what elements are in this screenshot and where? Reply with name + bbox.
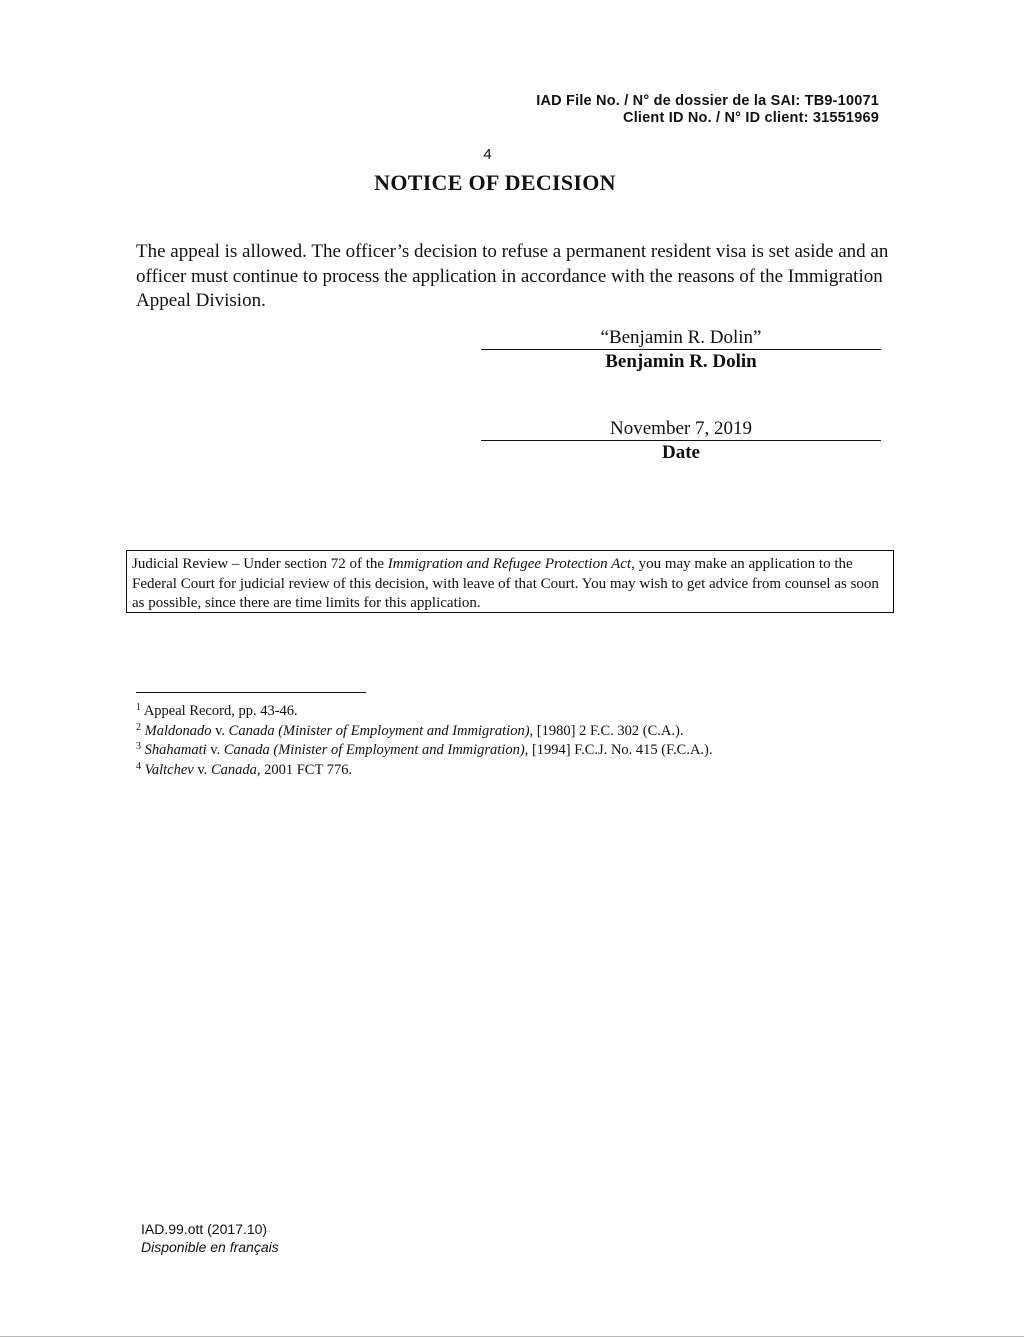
client-id-value: 31551969 <box>812 110 879 126</box>
footnote-number: 1 <box>136 702 141 713</box>
judicial-review-suffix: , you may make an application to the Federal Court for judicial review of this decision, with leave of that Court. You may wish to get advice from counsel as soon as possible, since there are time limits for this application. <box>132 556 879 611</box>
case-party: Maldonado <box>144 722 212 739</box>
date-label: Date <box>662 442 700 463</box>
versus: v. <box>206 742 224 759</box>
footnote-citation: , [1980] 2 F.C. 302 (C.A.). <box>529 722 684 739</box>
footnote-number: 3 <box>136 741 141 753</box>
act-name: Immigration and Refugee Protection Act <box>387 556 632 572</box>
case-party: Canada (Minister of Employment and Immigration) <box>228 722 530 739</box>
form-footer <box>141 1220 279 1256</box>
footnote-4 <box>136 761 896 781</box>
file-number-header <box>536 93 879 110</box>
footnote-citation: , [1994] F.C.J. No. 415 (F.C.A.). <box>524 742 713 759</box>
decision-paragraph: The appeal is allowed. The officer’s decision to refuse a permanent resident visa is set aside and an officer must continue to process the application in accordance with the reasons of the Immigration Appeal Division. <box>136 241 889 311</box>
form-code: IAD.99.ott (2017.10) <box>141 1221 268 1237</box>
footnote-2 <box>136 722 896 742</box>
footnote-citation: , 2001 FCT 776. <box>256 762 353 779</box>
client-id-header <box>623 110 879 127</box>
case-party: Canada <box>210 762 257 779</box>
page-number: 4 <box>483 146 492 163</box>
file-number-value: TB9-10071 <box>804 93 879 109</box>
footnote-1 <box>136 702 896 722</box>
footnote-divider <box>136 692 366 693</box>
case-party: Valtchev <box>144 762 194 779</box>
client-id-label: Client ID No. / N° ID client: <box>623 110 809 126</box>
signature-block <box>481 327 881 374</box>
page-title: NOTICE OF DECISION <box>374 170 616 195</box>
footnotes <box>136 702 896 781</box>
judicial-review-prefix: Judicial Review – Under section 72 of the <box>132 556 388 572</box>
signature-value: “Benjamin R. Dolin” <box>481 327 881 350</box>
footnote-number: 4 <box>136 761 141 773</box>
language-note: Disponible en français <box>141 1239 279 1255</box>
versus: v. <box>193 762 211 779</box>
case-party: Shahamati <box>144 742 207 759</box>
signature-name: Benjamin R. Dolin <box>605 351 757 372</box>
versus: v. <box>211 722 229 739</box>
judicial-review-notice <box>126 550 894 613</box>
footnote-text: Appeal Record, pp. 43-46. <box>143 703 298 719</box>
file-number-label: IAD File No. / N° de dossier de la SAI: <box>536 93 801 109</box>
date-block <box>481 418 881 465</box>
date-value: November 7, 2019 <box>481 418 881 441</box>
scan-edge-line <box>0 1336 1024 1337</box>
case-party: Canada (Minister of Employment and Immigration) <box>223 742 525 759</box>
footnote-number: 2 <box>136 721 141 733</box>
footnote-3 <box>136 741 896 761</box>
